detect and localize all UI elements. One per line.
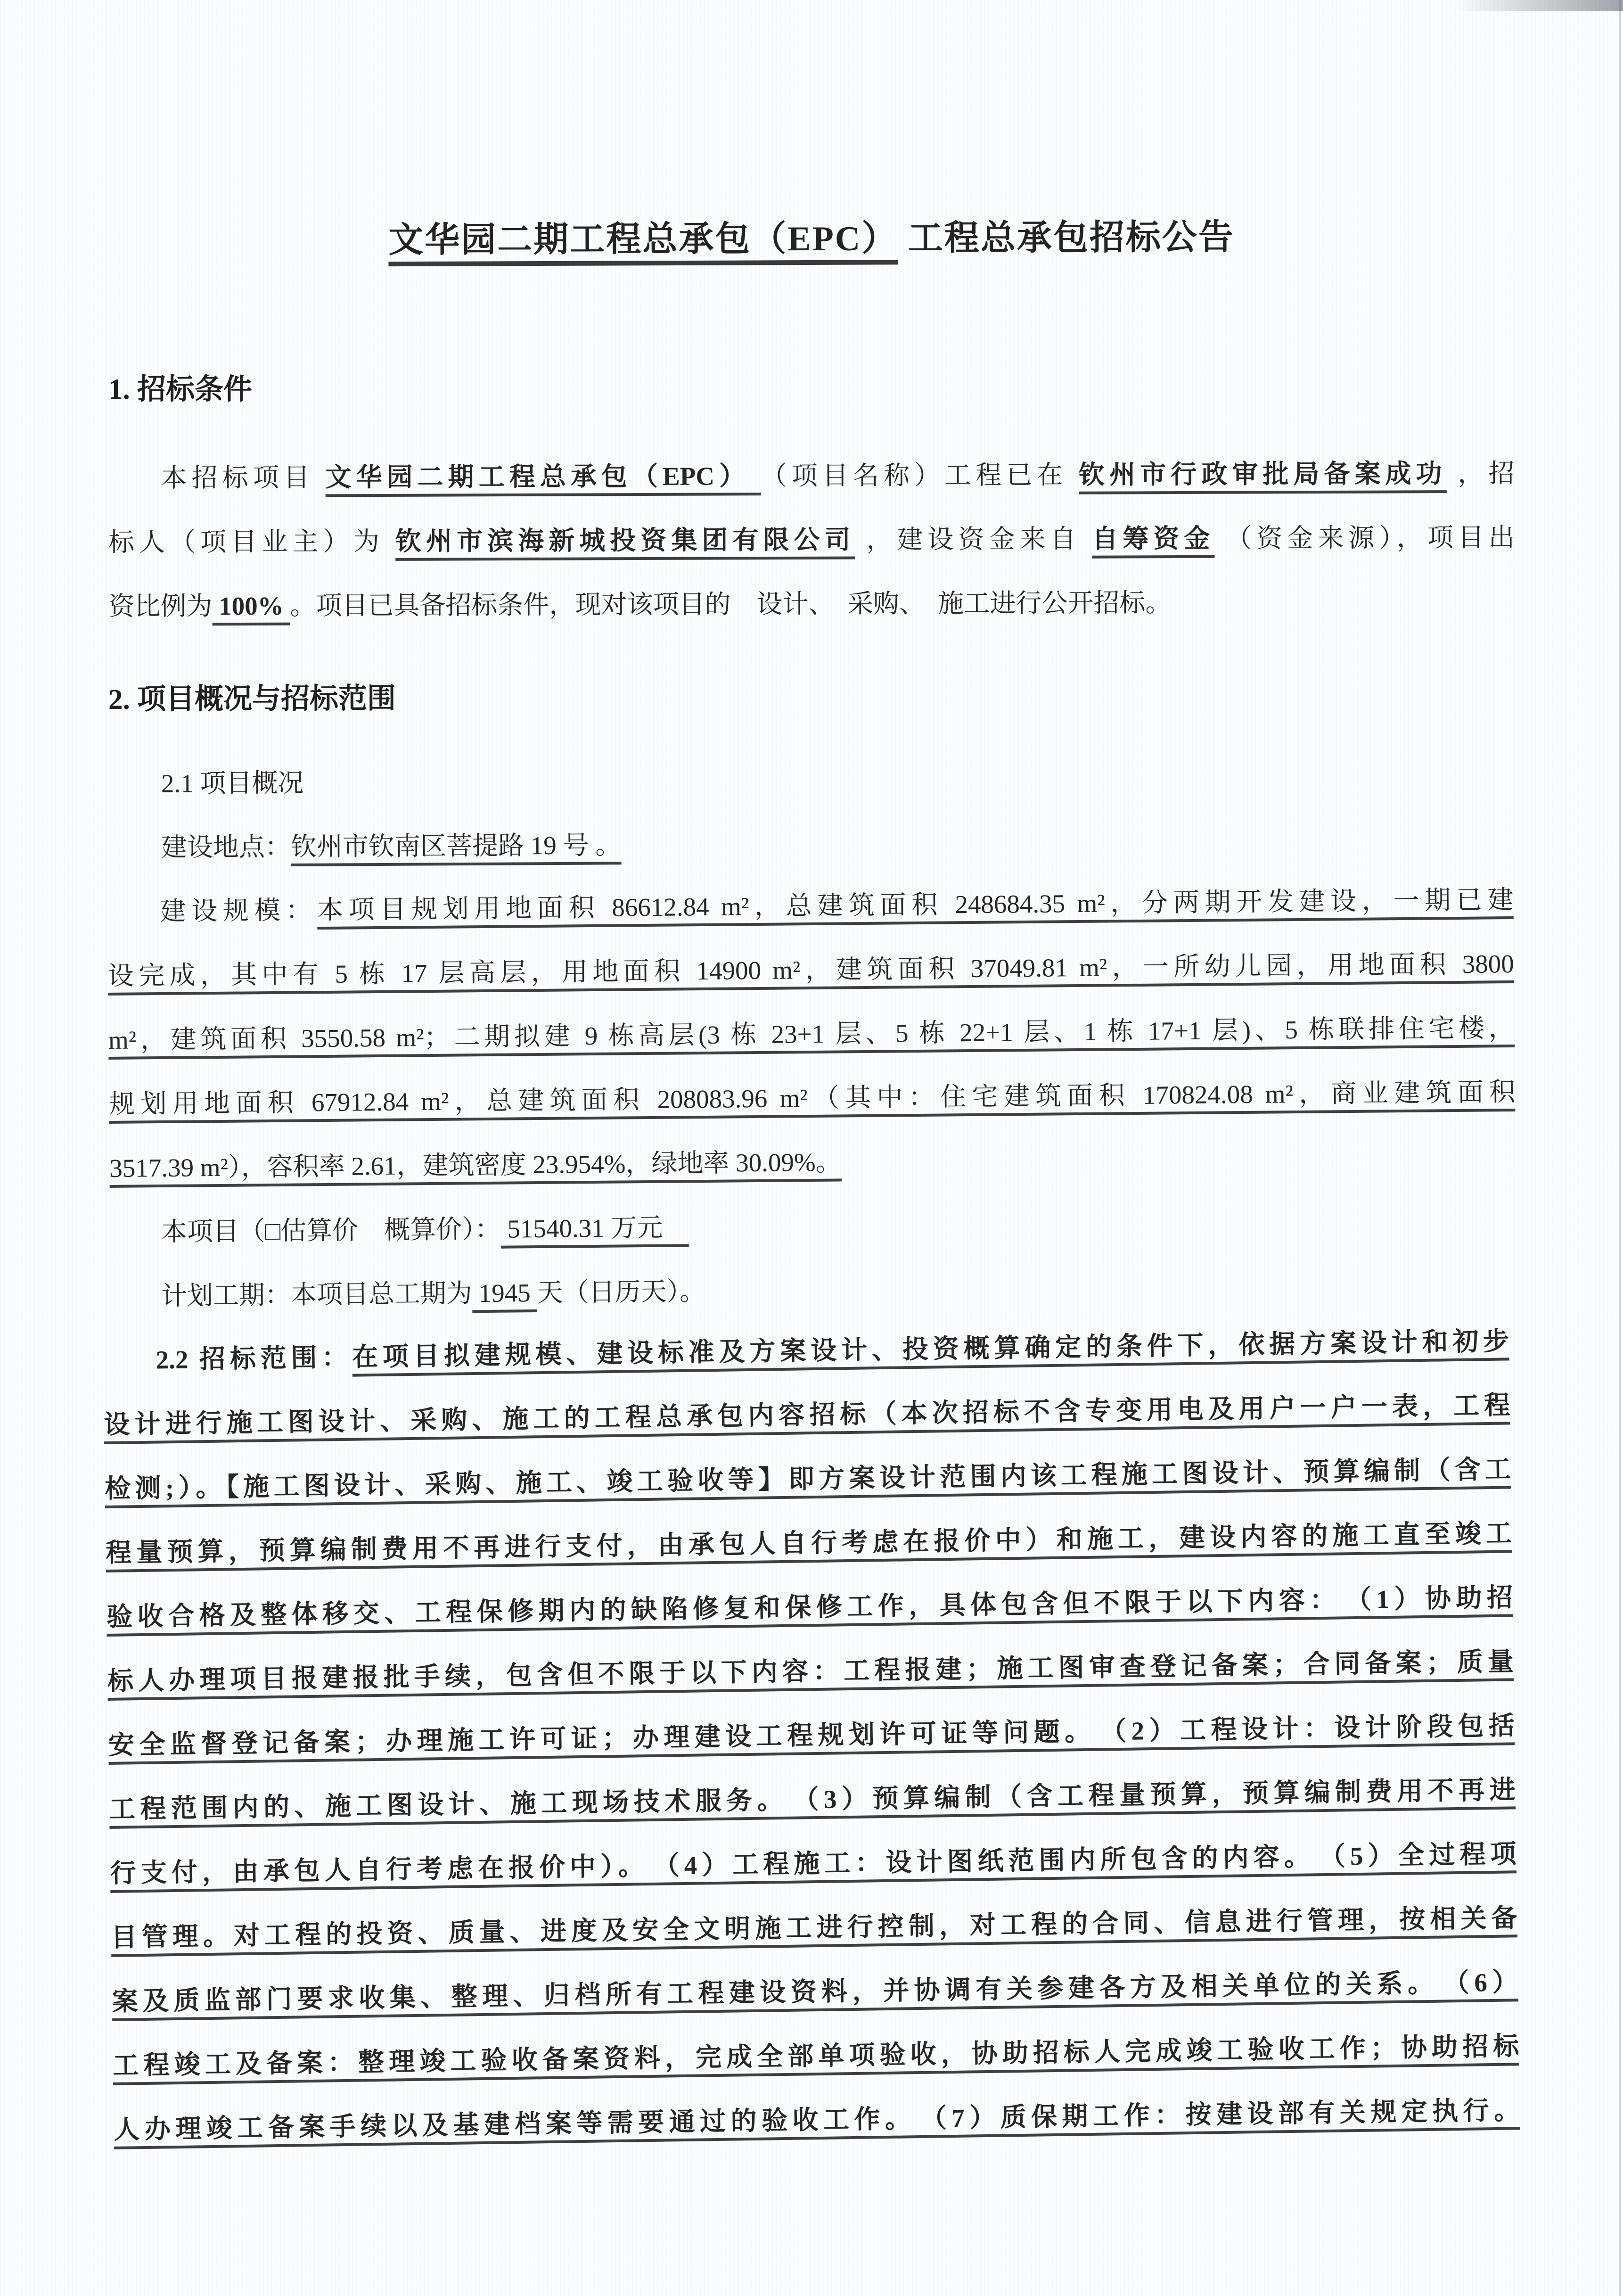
filled-blank-text: 规划用地面积 67912.84 m²，总建筑面积 208083.96 m²（其中：住宅建筑面积 170824.08 m²，商业建筑面积: [108, 1077, 1516, 1119]
text-segment: 。项目已具备招标条件，现对该项目的 设计、 采购、 施工进行公开招标。: [290, 588, 1172, 620]
text-line: [108, 1188, 1515, 1265]
filled-blank-text: 在项目拟建规模、建设标准及方案设计、投资概算确定的条件下，依据方案设计和初步: [352, 1326, 1509, 1372]
filled-blank-text: 51540.31 万元: [500, 1213, 689, 1243]
filled-blank-text: m²，建筑面积 3550.58 m²；二期拟建 9 栋高层(3 栋 23+1 层、5 栋 22+1 层、1 栋 17+1 层)、5 栋联排住宅楼，: [108, 1013, 1515, 1054]
text-segment: 2.1 项目概况: [161, 768, 304, 798]
text-line: [108, 996, 1515, 1072]
text-segment: （项目名称）工程已在: [761, 460, 1079, 491]
filled-blank-text: 工程范围内的、施工图设计、施工现场技术服务。 （3）预算编制（含工程量预算，预算编制费用不再进: [109, 1775, 1516, 1824]
text-line: [108, 506, 1515, 575]
text-segment: ，招: [1446, 459, 1515, 488]
text-line: [107, 932, 1514, 1008]
text-segment: （资金来源），项目出: [1214, 523, 1515, 553]
text-segment: ，建设资金来自: [855, 524, 1092, 554]
text-line: [108, 747, 1515, 816]
text-segment: 2. 项目概况与招标范围: [108, 683, 396, 716]
text-segment: 本招标项目: [161, 463, 326, 493]
filled-blank-text: 行支付，由承包人自行考虑在报价中）。 （4）工程施工：设计图纸范围内所包含的内容。 （5）全过程项: [110, 1839, 1516, 1888]
text-segment: 建设地点：: [161, 832, 291, 862]
filled-blank-text: 设完成，其中有 5 栋 17 层高层，用地面积 14900 m²，建筑面积 37049.81 m²，一所幼儿园，用地面积 3800: [107, 949, 1514, 991]
filled-blank-text: 程量预算，预算编制费用不再进行支付，由承包人自行考虑在报价中）和施工，建设内容的施工直至竣工: [105, 1519, 1512, 1568]
text-segment: 本项目（□估算价 概算价）：: [161, 1214, 501, 1247]
text-line: [107, 868, 1514, 944]
filled-blank-text: 设计进行施工图设计、采购、施工的工程总承包内容招标（本次招标不含专变用电及用户一户一表，工程: [104, 1391, 1510, 1440]
text-line: [109, 1124, 1516, 1201]
document-title: [108, 211, 1515, 267]
filled-blank-text: 标人办理项目报建报批手续，包含但不限于以下内容：工程报建；施工图审查登记备案；合同备案；质量: [107, 1647, 1514, 1696]
filled-blank-text: 100%: [212, 591, 290, 621]
text-segment: 建设规模：: [160, 896, 318, 926]
text-segment: 天（日历天）。: [537, 1276, 706, 1308]
project-estimate-line: [108, 1188, 1515, 1265]
section-1-heading: [108, 354, 1515, 425]
filled-blank-text: 钦州市钦南区菩提路 19 号 。: [290, 831, 622, 861]
text-segment: 1. 招标条件: [108, 374, 253, 405]
document-body: [104, 354, 1520, 2162]
filled-blank-text: 本项目规划用地面积 86612.84 m²，总建筑面积 248684.35 m²，分两期开发建设，一期已建: [317, 885, 1514, 925]
filled-blank-text: 钦州市行政审批局备案成功: [1079, 459, 1447, 489]
text-line: [108, 570, 1515, 639]
filled-blank-text: 人办理竣工备案手续以及基建档案等需要通过的验收工作。 （7）质保期工作：按建设部有关规定执行。: [113, 2096, 1520, 2144]
project-overview-subheading: [108, 747, 1515, 816]
filled-blank-text: 案及质监部门要求收集、整理、归档所有工程建设资料，并协调有关参建各方及相关单位的关系。 （6）: [112, 1967, 1518, 2016]
section-2-heading: [108, 660, 1515, 735]
filled-blank-text: 1945: [472, 1278, 537, 1308]
text-line: [109, 1060, 1516, 1136]
filled-blank-text: 自筹资金: [1092, 524, 1215, 553]
title-plain-part: 工程总承包招标公告: [898, 218, 1235, 258]
filled-blank-text: 工程竣工及备案：整理竣工验收备案资料，完成全部单项验收，协助招标人完成竣工验收工作；协助招标: [113, 2032, 1519, 2080]
text-segment: 标人（项目业主）为: [108, 527, 396, 557]
text-line: [108, 660, 1515, 735]
filled-blank-text: 钦州市滨海新城投资集团有限公司: [395, 525, 855, 556]
filled-blank-text: 安全监督登记备案；办理施工许可证；办理建设工程规划许可证等问题。 （2）工程设计：设计阶段包括: [108, 1711, 1515, 1760]
construction-scale-paragraph: [107, 868, 1516, 1201]
text-line: [108, 354, 1515, 425]
text-segment: 资比例为: [108, 592, 213, 621]
filled-blank-text: 检测;）。【施工图设计、采购、施工、竣工验收等】即方案设计范围内该工程施工图设计、预算编制（含工: [104, 1455, 1511, 1504]
bid-conditions-paragraph: [108, 442, 1515, 639]
scan-edge-line: [1619, 0, 1621, 2296]
text-segment: 计划工期：本项目总工期为: [161, 1279, 473, 1311]
filled-blank-text: 文华园二期工程总承包（EPC）: [325, 461, 761, 492]
text-line: [108, 442, 1514, 510]
filled-blank-text: 3517.39 m²），容积率 2.61，建筑密度 23.954%，绿地率 30.09%。: [109, 1147, 842, 1183]
bid-scope-paragraph: [103, 1309, 1520, 2162]
filled-blank-text: 验收合格及整体移交、工程保修期内的缺陷修复和保修工作，具体包含但不限于以下内容： （1）协助招: [106, 1583, 1513, 1632]
filled-blank-text: 目管理。对工程的投资、质量、进度及安全文明施工进行控制，对工程的合同、信息进行管理，按相关备: [111, 1903, 1517, 1952]
text-segment: 2.2 招标范围：: [156, 1342, 352, 1374]
document-content: [104, 0, 1520, 2162]
title-underlined-part: 文华园二期工程总承包（EPC）: [388, 219, 898, 260]
